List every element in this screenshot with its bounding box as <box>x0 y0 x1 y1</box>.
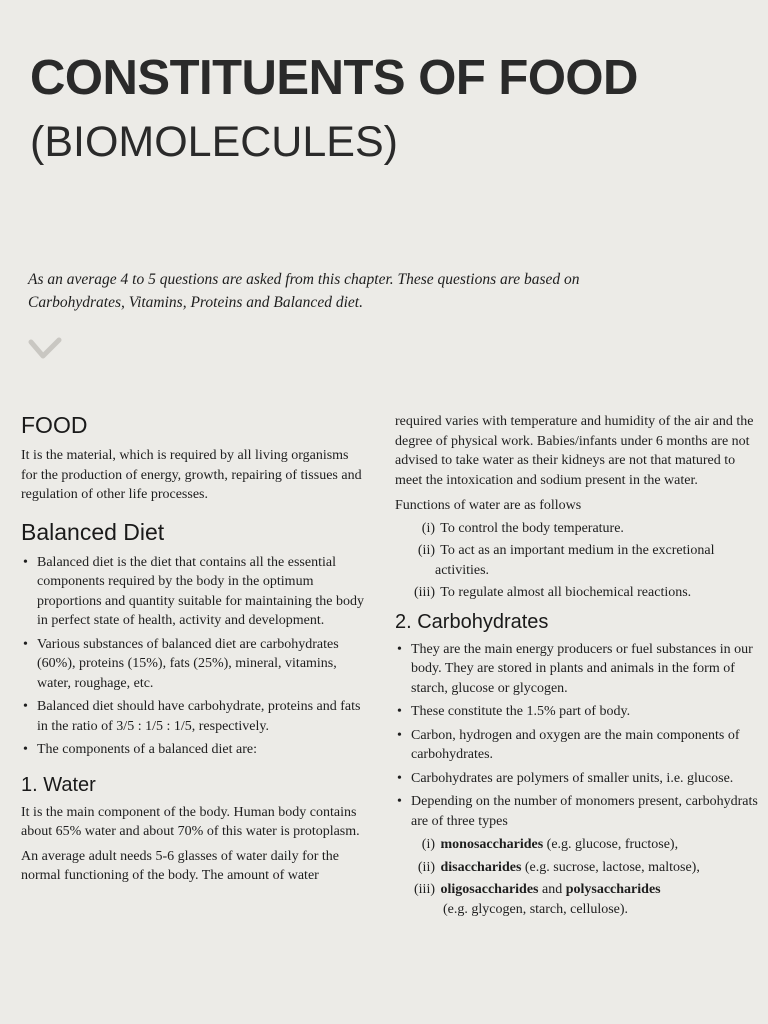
list-item: (i) To control the body temperature. <box>421 520 624 536</box>
chapter-intro: As an average 4 to 5 questions are asked from this chapter. These questions are based on Carbohydrates, Vitamins, Proteins and Balanced diet. <box>28 271 580 311</box>
list-item: (iii) oligosaccharides and polysaccharides (e.g. glycogen, starch, cellulose). <box>414 882 661 917</box>
list-item: • The components of a balanced diet are: <box>21 740 366 760</box>
water-paragraph: An average adult needs 5-6 glasses of water daily for the normal functioning of the body. The amount of water <box>21 848 339 883</box>
section-heading-balanced-diet: Balanced Diet <box>21 518 165 545</box>
list-item: (i) monosaccharides (e.g. glucose, fructose), <box>421 837 679 852</box>
list-item: • Carbohydrates are polymers of smaller units, i.e. glucose. <box>395 769 763 789</box>
water-functions-intro: Functions of water are as follows <box>395 498 582 513</box>
list-item: (iii) To regulate almost all biochemical reactions. <box>414 585 692 600</box>
water-functions-list <box>395 519 763 603</box>
list-item: • Depending on the number of monomers present, carbohydrats are of three types <box>395 792 763 831</box>
section-heading-food: FOOD <box>21 412 88 438</box>
list-item: • Carbon, hydrogen and oxygen are the main components of carbohydrates. <box>395 726 763 765</box>
right-column <box>395 412 763 922</box>
list-item: • Balanced diet should have carbohydrate, proteins and fats in the ratio of 3/5 : 1/5 : 1/5, respectively. <box>21 697 366 736</box>
page-title: CONSTITUENTS OF FOOD <box>30 51 638 105</box>
section-heading-water: 1. Water <box>21 773 96 796</box>
carbohydrate-types-list <box>395 835 763 919</box>
carbohydrates-list <box>395 640 763 832</box>
section-heading-carbohydrates: 2. Carbohydrates <box>395 610 549 633</box>
water-paragraph: It is the main component of the body. Human body contains about 65% water and about 70% of this water is protoplasm. <box>21 804 360 839</box>
balanced-diet-list <box>21 553 366 760</box>
list-item: • These constitute the 1.5% part of body. <box>395 702 763 722</box>
chevron-down-icon <box>28 334 62 362</box>
list-item: • Various substances of balanced diet are carbohydrates (60%), proteins (15%), fats (25%), mineral, vitamins, water, roughage, etc. <box>21 635 366 694</box>
water-paragraph-continued: required varies with temperature and humidity of the air and the degree of physical work. Babies/infants under 6 months are not advised to take water as their kidneys are not that matured to meet the intoxication and sodium present in the water. <box>395 414 754 488</box>
left-column <box>21 410 366 886</box>
list-item: (ii) disaccharides (e.g. sucrose, lactose, maltose), <box>417 859 700 875</box>
list-item: • They are the main energy producers or fuel substances in our body. They are stored in plants and animals in the form of starch, glucose or glycogen. <box>395 640 763 699</box>
list-item: • Balanced diet is the diet that contains all the essential components required by the body in the optimum proportions and quantity suitable for maintaining the body in perfect state of health, activity and development. <box>21 553 366 631</box>
page-subtitle: (BIOMOLECULES) <box>30 118 398 166</box>
list-item: (ii) To act as an important medium in the excretional activities. <box>417 543 715 578</box>
food-definition: It is the material, which is required by all living organisms for the production of energy, growth, repairing of tissues and regulation of other life processes. <box>21 448 362 502</box>
